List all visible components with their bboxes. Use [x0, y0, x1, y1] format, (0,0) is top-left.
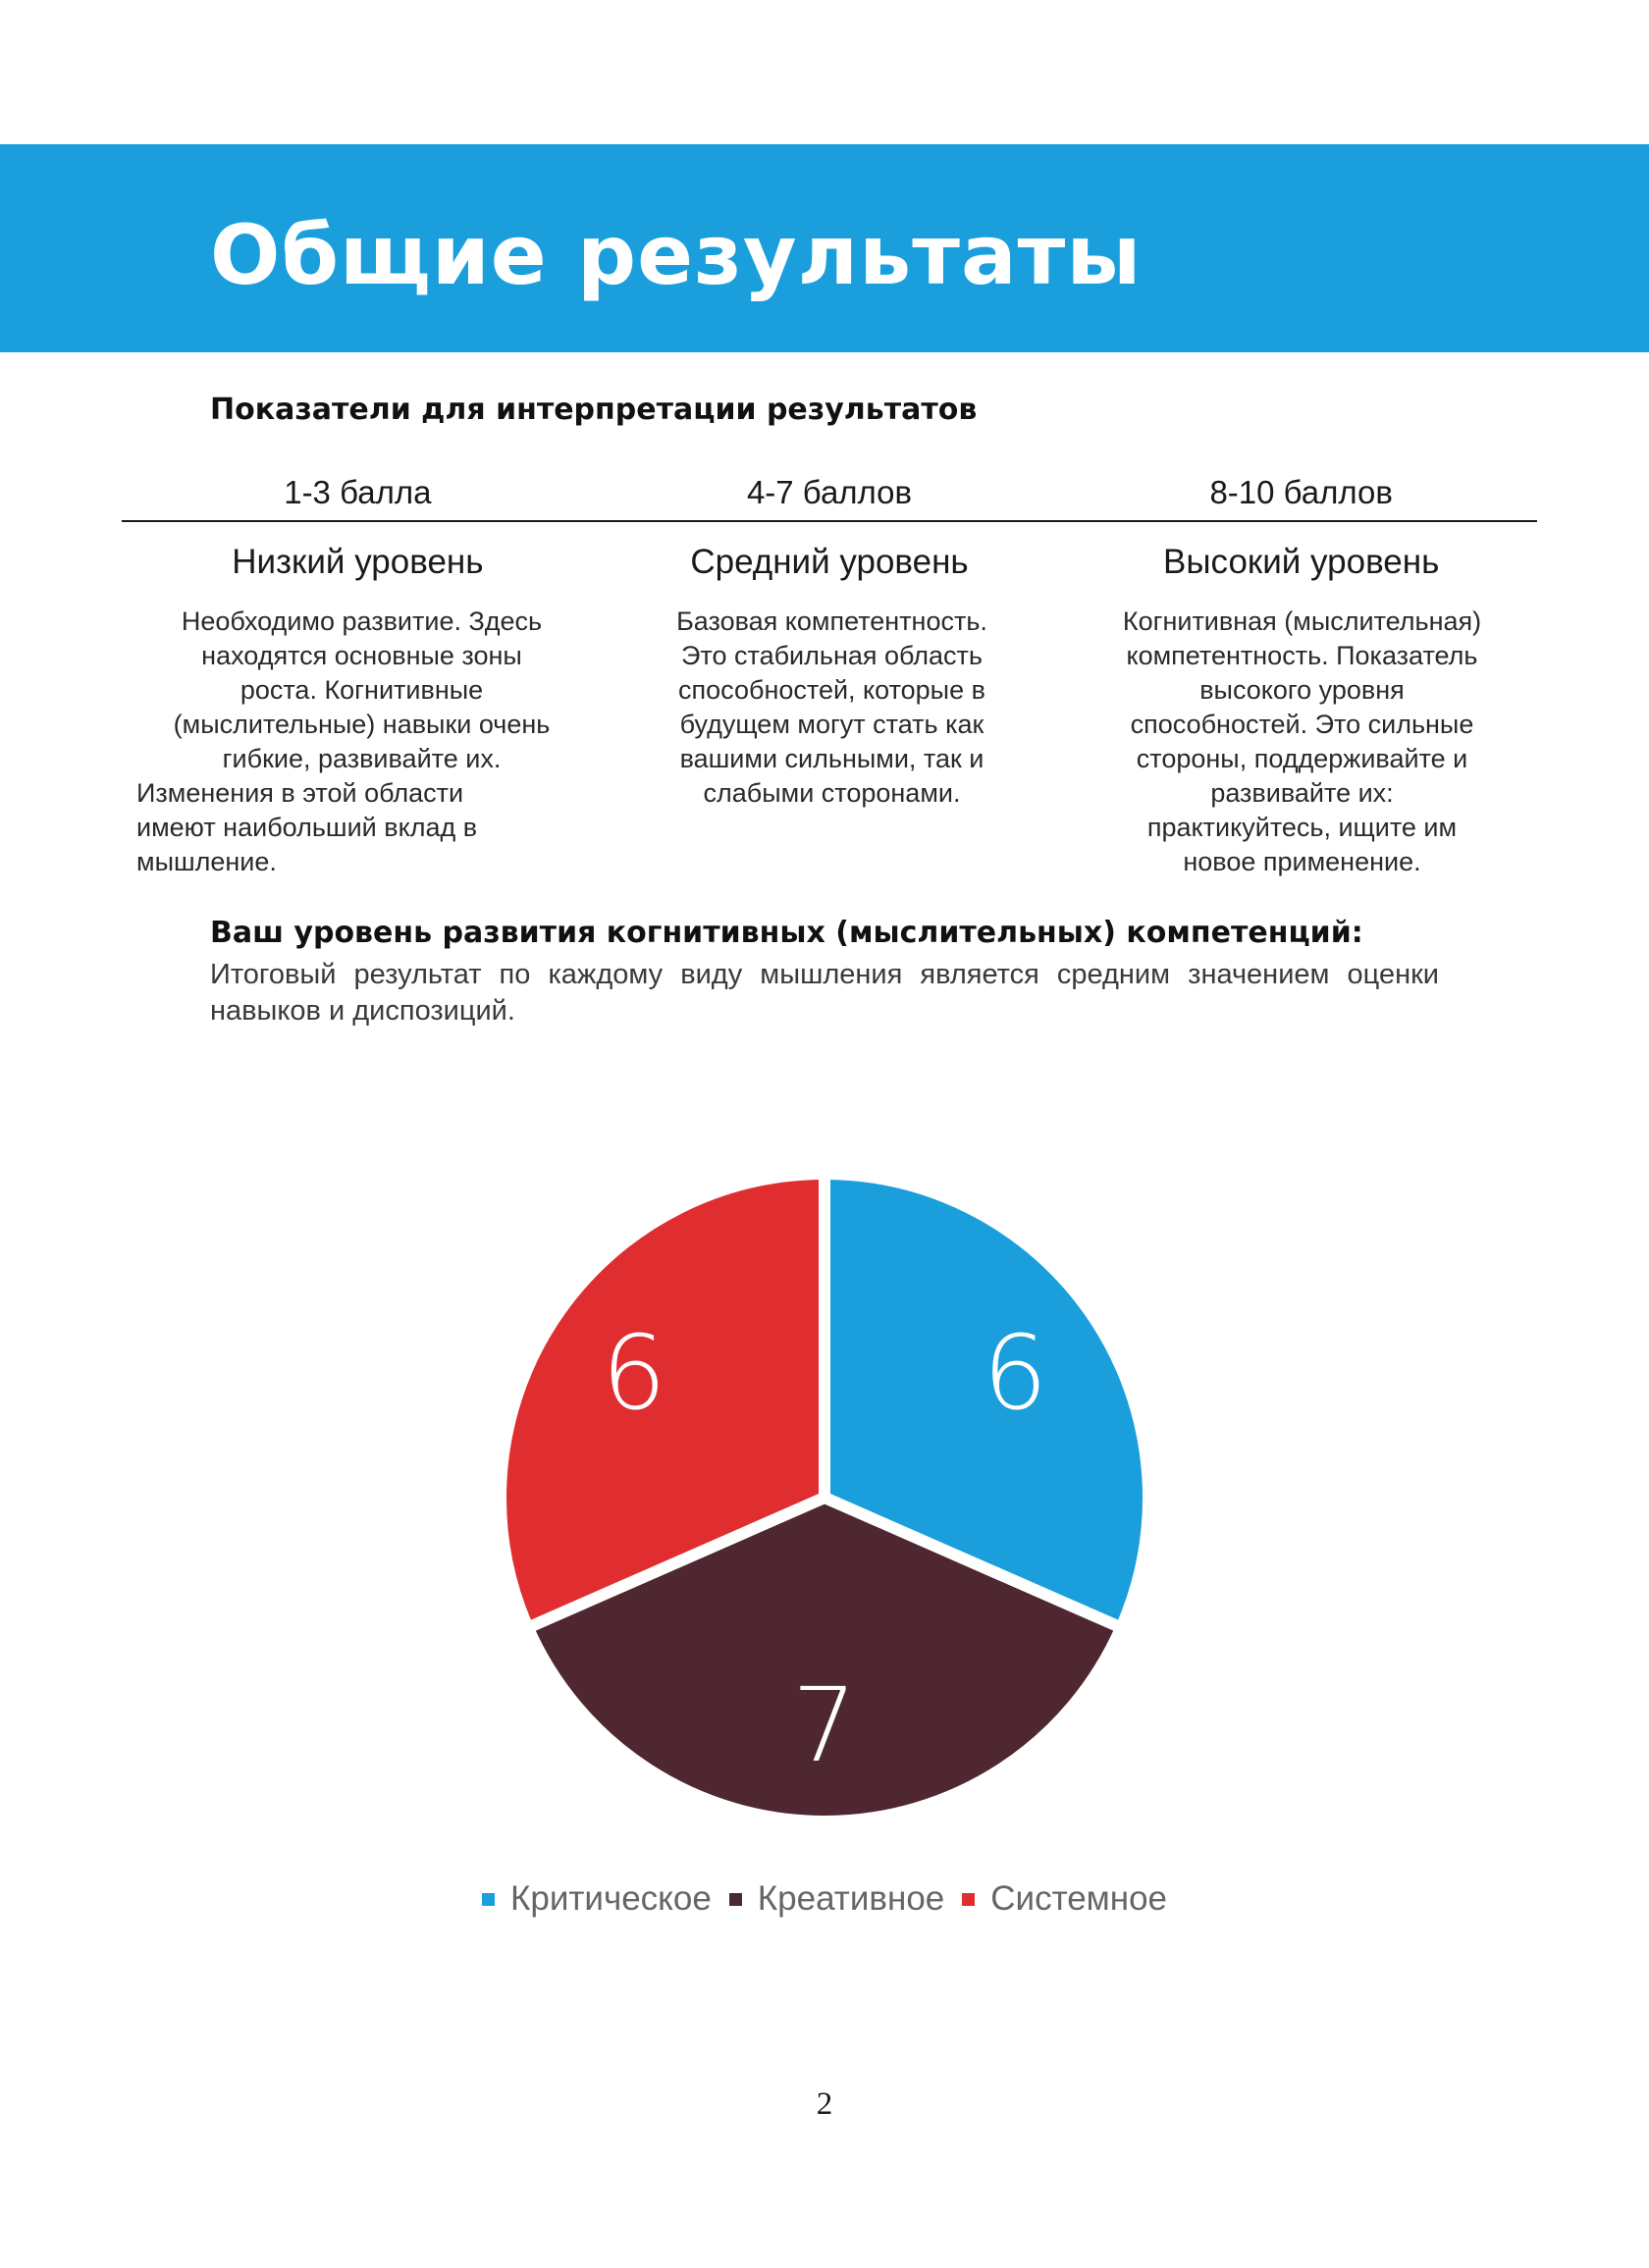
level-description-low	[122, 605, 597, 879]
legend-item-systemic	[962, 1879, 1167, 1919]
description-line: Когнитивная (мыслительная)	[1122, 607, 1482, 636]
level-range-high: 8-10 баллов	[1209, 474, 1393, 510]
results-heading: Ваш уровень развития когнитивных (мыслительных) компетенций:	[210, 916, 1363, 950]
level-range-low: 1-3 балла	[284, 474, 432, 510]
description-line: практикуйтесь, ищите им	[1146, 813, 1458, 842]
level-range-medium: 4-7 баллов	[746, 474, 913, 510]
description-line: слабыми сторонами.	[703, 778, 961, 808]
description-line: способностей. Это сильные	[1130, 710, 1474, 739]
legend-label-systemic: Системное	[990, 1879, 1168, 1918]
level-ranges-row	[122, 469, 1537, 520]
chart-legend	[0, 1879, 1649, 1919]
description-line: роста. Когнитивные	[239, 675, 484, 705]
legend-swatch-systemic	[962, 1893, 975, 1906]
legend-item-critical	[482, 1879, 712, 1919]
description-line: стороны, поддерживайте и	[1136, 744, 1468, 773]
description-line: будущем могут стать как	[679, 710, 984, 739]
level-name-medium: Средний уровень	[690, 543, 969, 581]
pie-label-systemic: 6	[601, 1313, 666, 1434]
description-line: Базовая компетентность.	[676, 607, 987, 636]
description-line: находятся основные зоны	[201, 641, 522, 670]
level-names-row	[122, 538, 1537, 605]
description-line: гибкие, развивайте их.	[222, 744, 502, 773]
table-divider	[122, 520, 1537, 522]
pie-label-critical: 6	[983, 1313, 1048, 1434]
legend-swatch-critical	[482, 1893, 495, 1906]
competency-pie-chart	[0, 1099, 1649, 1963]
levels-table	[122, 469, 1537, 879]
legend-label-creative: Креативное	[757, 1879, 945, 1918]
level-description-high	[1067, 605, 1537, 879]
page-number: 2	[816, 2086, 833, 2122]
description-line: высокого уровня	[1199, 675, 1405, 705]
description-line: Изменения в этой области	[136, 778, 464, 808]
description-line: Необходимо развитие. Здесь	[181, 607, 543, 636]
description-line: компетентность. Показатель	[1126, 641, 1478, 670]
description-line: развивайте их:	[1210, 778, 1394, 808]
description-line: (мыслительные) навыки очень	[173, 710, 551, 739]
description-line: Это стабильная область	[681, 641, 983, 670]
level-name-low: Низкий уровень	[232, 543, 484, 581]
legend-swatch-creative	[729, 1893, 742, 1906]
level-description-medium	[597, 605, 1067, 879]
description-line: мышление.	[136, 847, 277, 876]
legend-label-critical: Критическое	[509, 1879, 712, 1918]
description-line: имеют наибольший вклад в	[136, 813, 478, 842]
description-line: новое применение.	[1183, 847, 1421, 876]
level-name-high: Высокий уровень	[1163, 543, 1440, 581]
pie-label-creative: 7	[791, 1665, 858, 1785]
legend-item-creative	[729, 1879, 944, 1919]
page-title: Общие результаты	[210, 207, 1143, 303]
level-descriptions-row	[122, 605, 1537, 879]
interpretation-heading: Показатели для интерпретации результатов	[210, 393, 978, 427]
description-line: способностей, которые в	[678, 675, 985, 705]
description-line: вашими сильными, так и	[679, 744, 984, 773]
results-note: Итоговый результат по каждому виду мышления является средним значением оценки навыков и диспозиций.	[210, 959, 1439, 1027]
